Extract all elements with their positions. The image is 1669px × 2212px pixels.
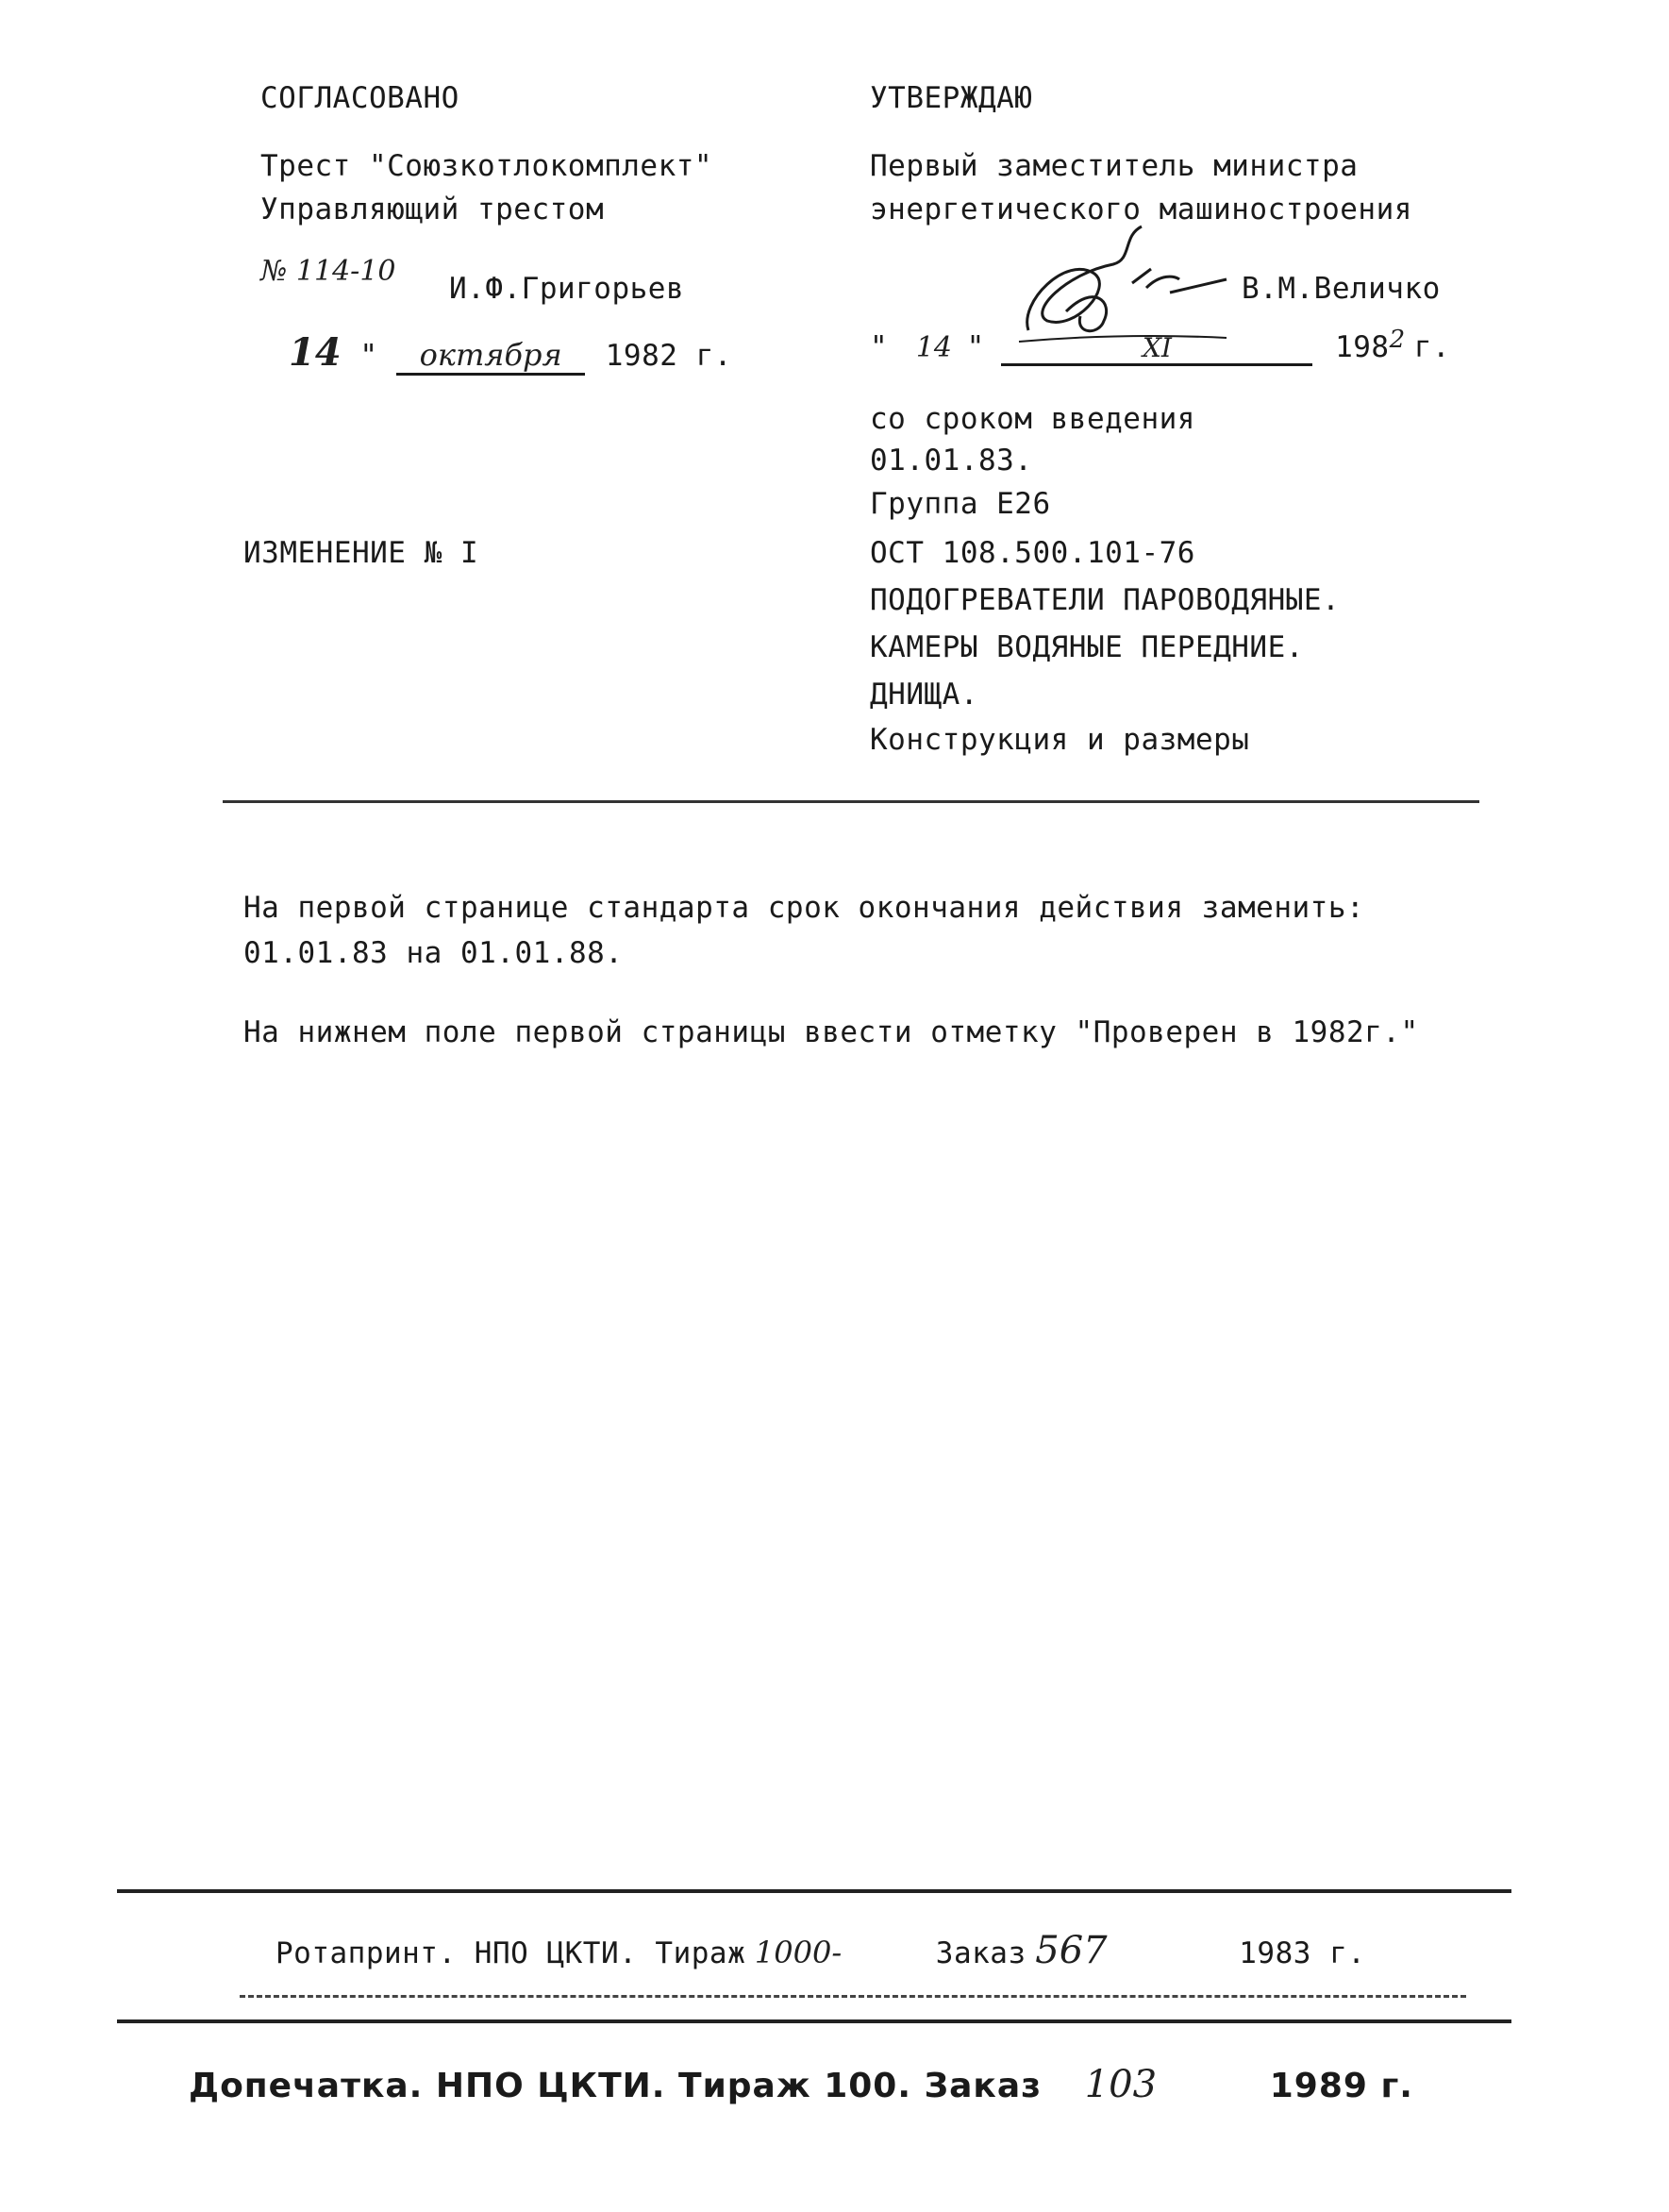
approval-left-date-day: 14 [289,330,342,375]
approval-right-date-year-unit: г. [1413,330,1451,364]
approval-right-date [870,326,1451,366]
footer-print-line [275,1929,1365,1972]
standard-title-line4: Конструкция и размеры [870,723,1250,757]
approval-right-date-year-suffix: 2 [1389,326,1406,354]
footer-reprint-prefix: Допечатка. НПО ЦКТИ. Тираж 100. Заказ [189,2067,1043,2105]
footer-print-tirazh: 1000- [754,1935,843,1970]
approval-right-position-line1: Первый заместитель министра [870,149,1359,183]
standard-title-line1: ПОДОГРЕВАТЕЛИ ПАРОВОДЯНЫЕ. [870,583,1341,617]
footer-print-order-number: 567 [1035,1929,1108,1972]
approval-left-date [289,330,732,376]
approval-left-title: СОГЛАСОВАНО [260,81,459,115]
footer-print-order-label: Заказ [935,1936,1026,1970]
approval-right-title: УТВЕРЖДАЮ [870,81,1033,115]
group-code: Группа Е26 [870,487,1051,521]
approval-left-ref-number: № 114-10 [260,255,396,288]
approval-left-date-month: октября [396,337,585,376]
body-para1-line2: 01.01.83 на 01.01.88. [243,936,624,970]
footer-print-year: 1983 г. [1239,1936,1366,1970]
intro-date: 01.01.83. [870,444,1033,478]
footer-reprint-year: 1989 г. [1269,2067,1413,2105]
footer-top-rule [117,1889,1511,1893]
approval-left-position: Управляющий трестом [260,193,605,226]
footer-reprint-line [189,2063,1413,2106]
approval-left-date-quote: " [359,339,378,373]
standard-title-line3: ДНИЩА. [870,678,978,712]
header-separator [223,800,1479,803]
approval-right-signatory: В.М.Величко [1242,272,1441,306]
standard-title-line2: КАМЕРЫ ВОДЯНЫЕ ПЕРЕДНИЕ. [870,630,1304,664]
standard-number: ОСТ 108.500.101-76 [870,536,1195,570]
footer-print-prefix: Ротапринт. НПО ЦКТИ. Тираж [275,1936,746,1970]
body-para1-line1: На первой странице стандарта срок окончания действия заменить: [243,891,1365,925]
approval-left-date-year: 1982 г. [605,339,732,373]
footer-middle-rule [240,1995,1466,1998]
footer-reprint-order-number: 103 [1084,2063,1158,2106]
approval-left-signatory: И.Ф.Григорьев [449,272,685,306]
footer-lower-rule [117,2019,1511,2023]
approval-right-date-open-quote: " [870,330,889,364]
approval-right-date-year-prefix: 198 [1335,330,1390,364]
approval-right-position-line2: энергетического машиностроения [870,193,1412,226]
change-label: ИЗМЕНЕНИЕ № I [243,536,479,570]
approval-right-date-day: 14 [915,331,952,364]
approval-right-date-close-quote: " [966,330,985,364]
body-para2: На нижнем поле первой страницы ввести отметку "Проверен в 1982г." [243,1015,1419,1049]
intro-label: со сроком введения [870,402,1195,436]
approval-left-org: Трест "Союзкотлокомплект" [260,149,713,183]
approval-right-date-month: XI [1001,332,1312,366]
